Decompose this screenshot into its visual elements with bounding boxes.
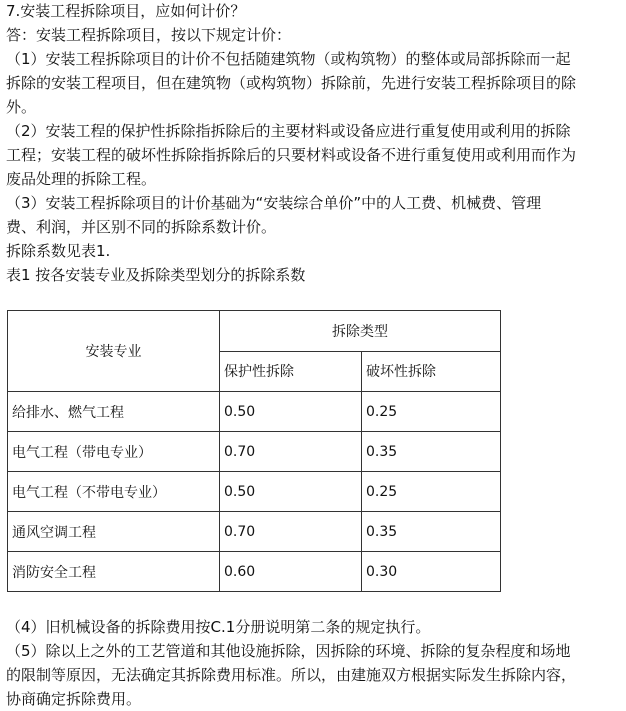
cell-specialty: 通风空调工程 (8, 512, 220, 552)
para2-line2: 工程；安装工程的破坏性拆除指拆除后的只要材料或设备不进行重复使用或利用而作为 (6, 146, 577, 164)
cell-destructive: 0.25 (362, 392, 501, 432)
table-row (8, 432, 501, 472)
cell-specialty: 给排水、燃气工程 (8, 392, 220, 432)
para3-line1: （3）安装工程拆除项目的计价基础为“安装综合单价”中的人工费、机械费、管理 (6, 194, 542, 212)
cell-destructive: 0.35 (362, 512, 501, 552)
para2-line3: 废品处理的拆除工程。 (6, 170, 157, 188)
header-demolition-type: 拆除类型 (220, 311, 501, 352)
table-row (8, 392, 501, 432)
cell-protective: 0.50 (220, 392, 362, 432)
para1-line2: 拆除的安装工程项目，但在建筑物（或构筑物）拆除前，先进行安装工程拆除项目的除 (6, 74, 577, 92)
para1-line3: 外。 (6, 98, 37, 116)
table-row (8, 472, 501, 512)
para3-line2: 费、利润，并区别不同的拆除系数计价。 (6, 218, 277, 236)
cell-protective: 0.70 (220, 432, 362, 472)
cell-destructive: 0.35 (362, 432, 501, 472)
cell-protective: 0.60 (220, 552, 362, 592)
table-row (8, 512, 501, 552)
table-caption: 表1 按各安装专业及拆除类型划分的拆除系数 (6, 266, 306, 284)
header-specialty: 安装专业 (8, 311, 220, 392)
cell-protective: 0.50 (220, 472, 362, 512)
header-protective: 保护性拆除 (220, 351, 362, 392)
table-row (8, 552, 501, 592)
cell-protective: 0.70 (220, 512, 362, 552)
cell-destructive: 0.25 (362, 472, 501, 512)
para1-line1: （1）安装工程拆除项目的计价不包括随建筑物（或构筑物）的整体或局部拆除而一起 (6, 50, 571, 68)
cell-destructive: 0.30 (362, 552, 501, 592)
coefficient-table (7, 310, 501, 592)
para5-line3: 协商确定拆除费用。 (6, 690, 142, 708)
cell-specialty: 消防安全工程 (8, 552, 220, 592)
answer-intro: 答：安装工程拆除项目，按以下规定计价： (6, 26, 292, 44)
cell-specialty: 电气工程（不带电专业） (8, 472, 220, 512)
para5-line1: （5）除以上之外的工艺管道和其他设施拆除，因拆除的环境、拆除的复杂程度和场地 (6, 642, 571, 660)
para4: （4）旧机械设备的拆除费用按C.1分册说明第二条的规定执行。 (6, 618, 431, 636)
para2-line1: （2）安装工程的保护性拆除指拆除后的主要材料或设备应进行重复使用或利用的拆除 (6, 122, 571, 140)
see-table-note: 拆除系数见表1. (6, 242, 111, 260)
para5-line2: 的限制等原因，无法确定其拆除费用标准。所以，由建施双方根据实际发生拆除内容， (6, 666, 577, 684)
header-destructive: 破坏性拆除 (362, 351, 501, 392)
question-heading: 7.安装工程拆除项目，应如何计价？ (6, 2, 246, 20)
cell-specialty: 电气工程（带电专业） (8, 432, 220, 472)
